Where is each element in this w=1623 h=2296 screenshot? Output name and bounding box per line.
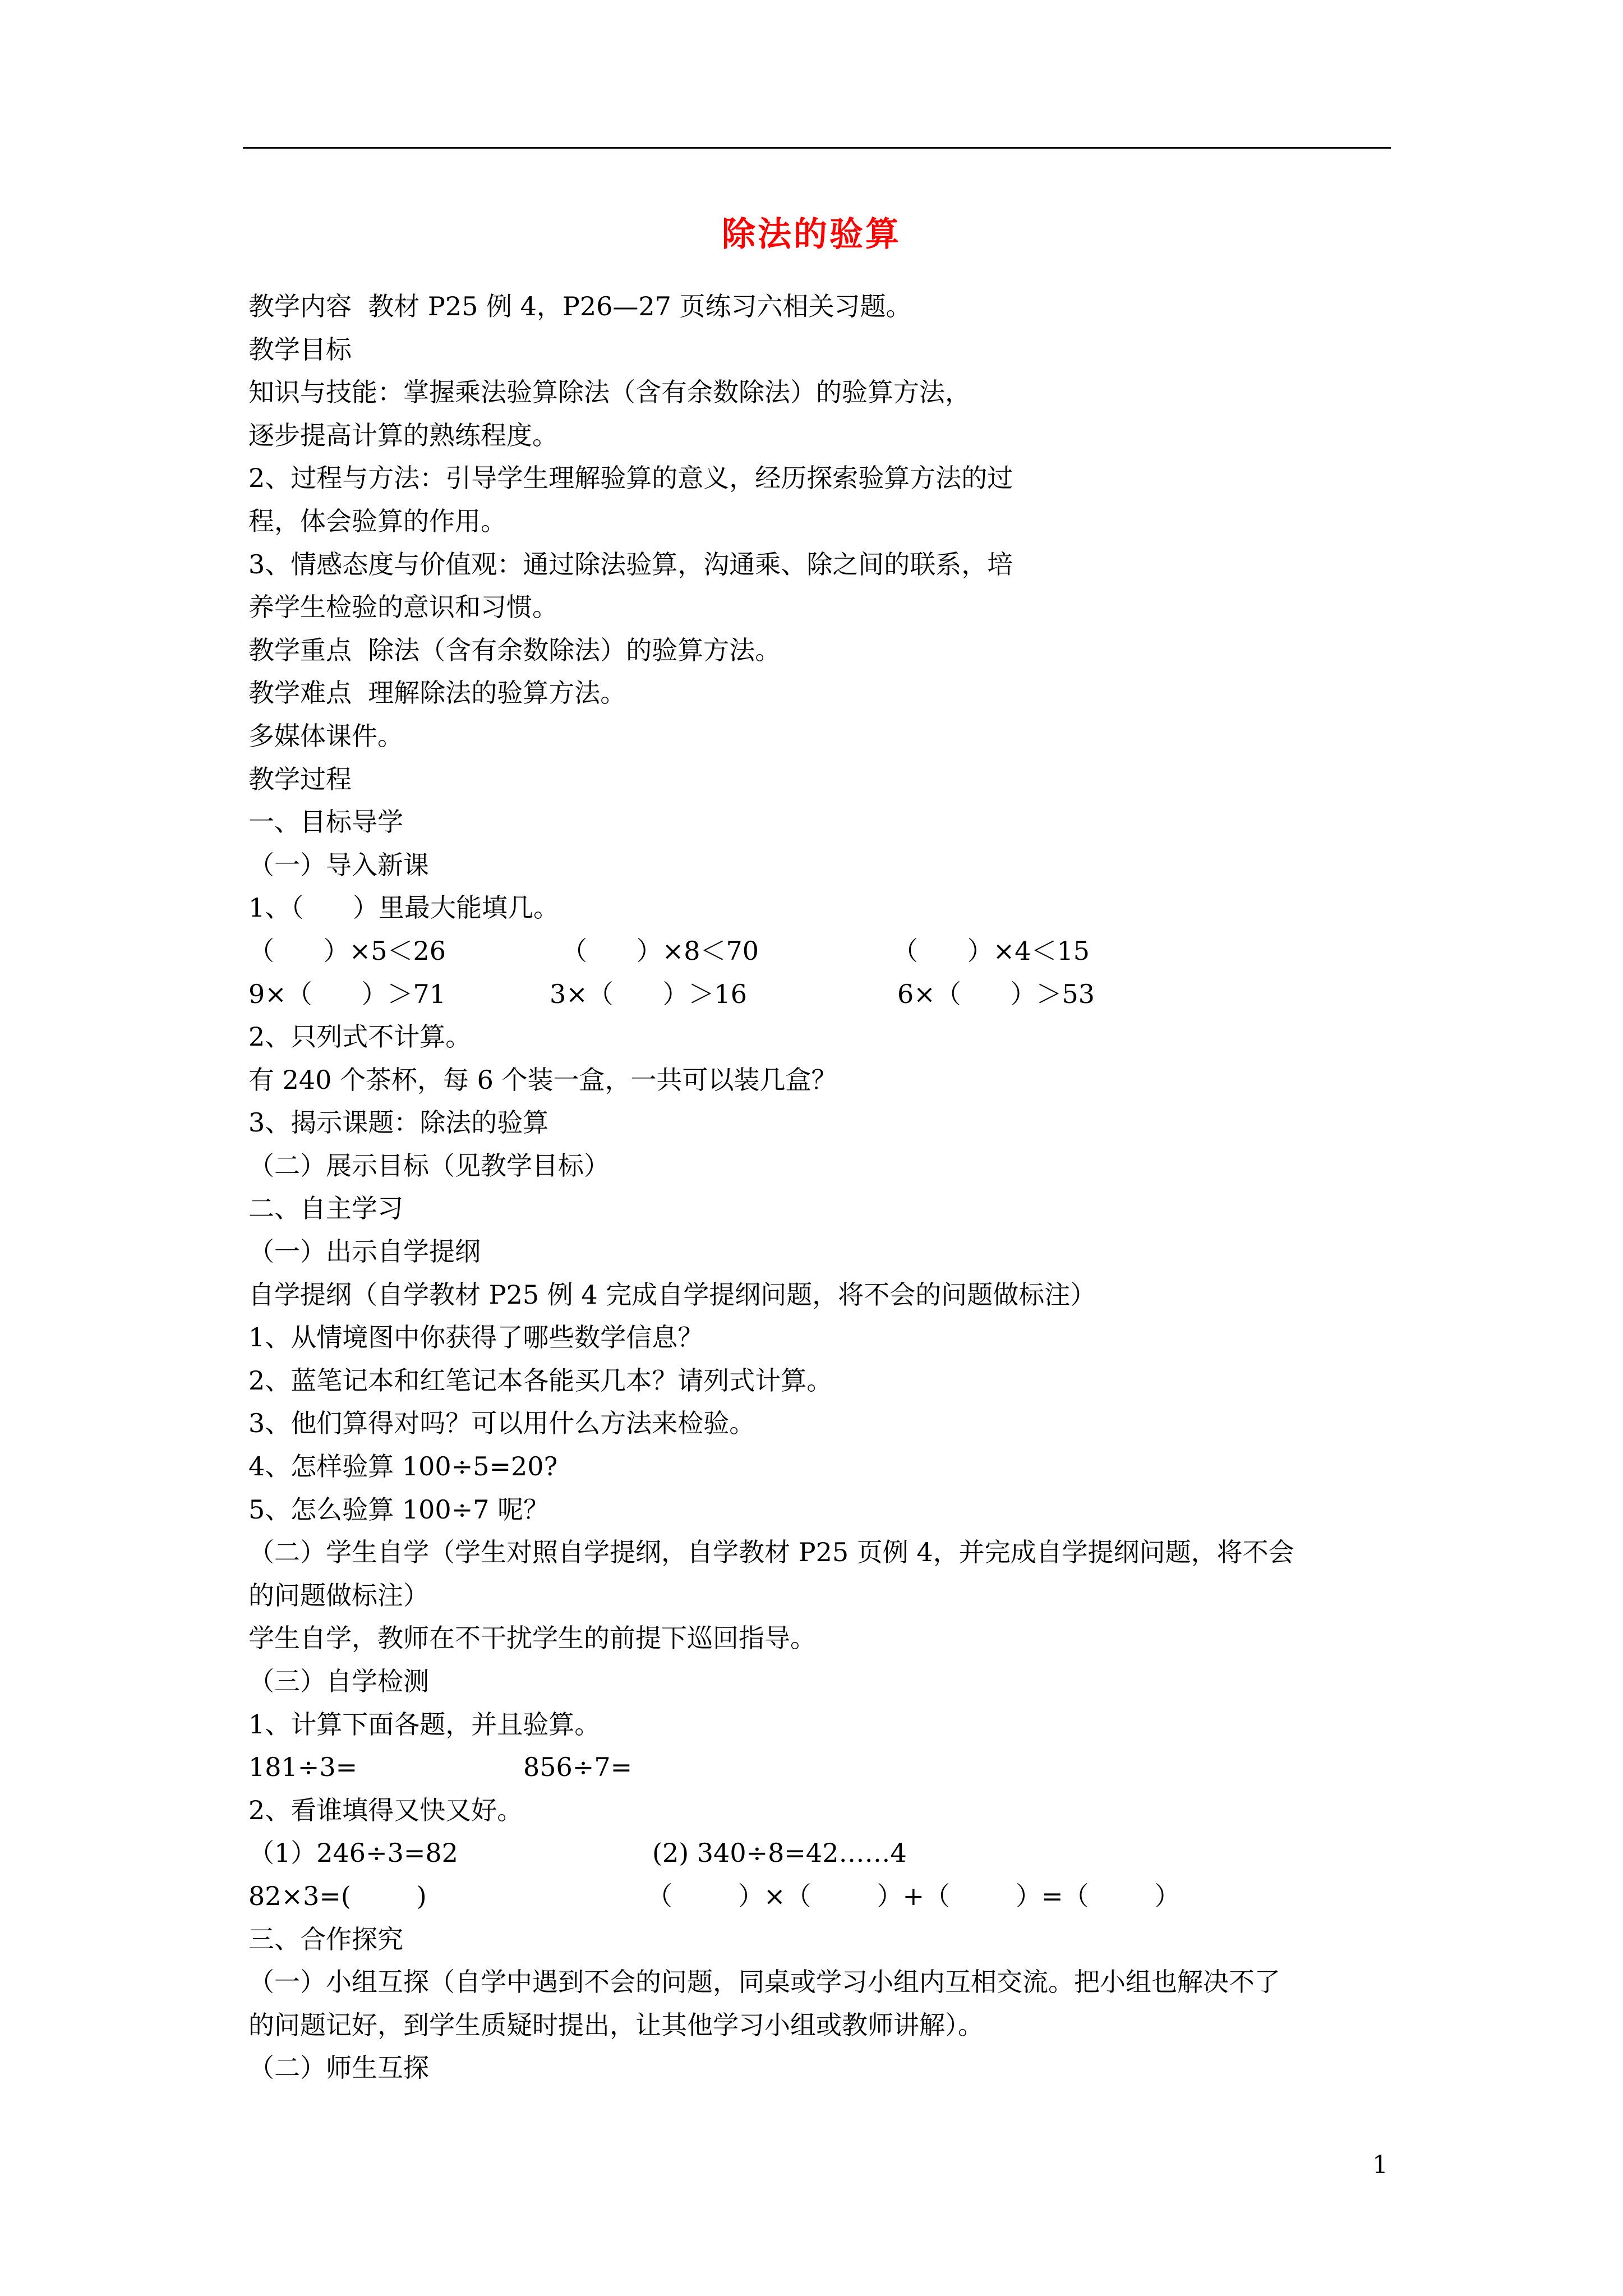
text-line: （一）小组互探（自学中遇到不会的问题，同桌或学习小组内互相交流。把小组也解决不了 [248,1967,1280,1998]
text-line: 3、他们算得对吗？可以用什么方法来检验。 [248,1408,755,1439]
text-line: 4、怎样验算 100÷5=20? [248,1451,558,1482]
exercise-item: 82×3=( ) [248,1880,427,1911]
exercise-item: 9×（ ）＞71 [248,978,446,1009]
text-line: 教学重点 除法（含有余数除法）的验算方法。 [248,634,781,665]
text-line: 学生自学，教师在不干扰学生的前提下巡回指导。 [248,1623,816,1654]
text-line: （一）导入新课 [248,849,429,880]
text-line: （一）出示自学提纲 [248,1236,481,1267]
document-body [248,285,1393,2090]
text-line: 2、只列式不计算。 [248,1022,472,1052]
text-line: 程，体会验算的作用。 [248,505,506,536]
exercise-item: (2) 340÷8=42……4 [652,1838,907,1869]
text-line: 多媒体课件。 [248,720,403,751]
text-line: 教学过程 [248,763,352,794]
text-line: 二、自主学习 [248,1193,403,1224]
exercise-item: （ ）×5＜26 [248,935,446,966]
exercise-item: 856÷7= [523,1752,633,1783]
text-line: 三、合作探究 [248,1924,403,1954]
text-line: 教学内容 教材 P25 例 4，P26—27 页练习六相关习题。 [248,291,912,321]
text-line: （二）师生互探 [248,2053,429,2083]
text-line: 1、（ ）里最大能填几。 [248,892,559,923]
text-line: 1、计算下面各题，并且验算。 [248,1709,601,1740]
text-line: 有 240 个茶杯，每 6 个装一盒，一共可以装几盒？ [248,1064,837,1095]
text-line: （二）展示目标（见教学目标） [248,1150,610,1181]
text-line: 知识与技能：掌握乘法验算除法（含有余数除法）的验算方法， [248,377,971,408]
text-line: 的问题做标注） [248,1580,429,1611]
text-line: 2、看谁填得又快又好。 [248,1795,523,1825]
exercise-item: 181÷3= [248,1752,358,1783]
exercise-item: （1）246÷3=82 [248,1838,458,1869]
text-line: 逐步提高计算的熟练程度。 [248,420,558,450]
text-line: 3、情感态度与价值观：通过除法验算，沟通乘、除之间的联系，培 [248,549,1013,579]
exercise-item: （ ）×8＜70 [561,935,759,966]
exercise-item: 6×（ ）＞53 [897,978,1095,1009]
text-line: 教学难点 理解除法的验算方法。 [248,678,626,708]
exercise-row [248,1746,1393,1789]
page-number: 1 [1372,2151,1388,2179]
text-line: （三）自学检测 [248,1666,429,1696]
text-line: 一、目标导学 [248,807,403,838]
text-line: 教学目标 [248,334,352,365]
text-line: 2、蓝笔记本和红笔记本各能买几本？请列式计算。 [248,1365,833,1396]
header-rule [243,147,1391,149]
text-line: 自学提纲（自学教材 P25 例 4 完成自学提纲问题，将不会的问题做标注） [248,1279,1096,1310]
exercise-item: （ ）×（ ）+（ ）=（ ） [647,1880,1181,1911]
exercise-row [248,930,1393,973]
document-title: 除法的验算 [722,215,901,254]
text-line: 的问题记好，到学生质疑时提出，让其他学习小组或教师讲解）。 [248,2009,984,2040]
exercise-row [248,1832,1393,1875]
text-line: （二）学生自学（学生对照自学提纲，自学教材 P25 页例 4，并完成自学提纲问题，将不会 [248,1537,1294,1568]
exercise-row [248,973,1393,1016]
text-line: 2、过程与方法：引导学生理解验算的意义，经历探索验算方法的过 [248,463,1013,494]
exercise-item: （ ）×4＜15 [892,935,1090,966]
exercise-item: 3×（ ）＞16 [550,978,748,1009]
text-line: 5、怎么验算 100÷7 呢？ [248,1494,550,1525]
text-line: 1、从情境图中你获得了哪些数学信息？ [248,1322,704,1353]
text-line: 3、揭示课题：除法的验算 [248,1107,549,1138]
exercise-row [248,1875,1393,1918]
text-line: 养学生检验的意识和习惯。 [248,592,558,623]
